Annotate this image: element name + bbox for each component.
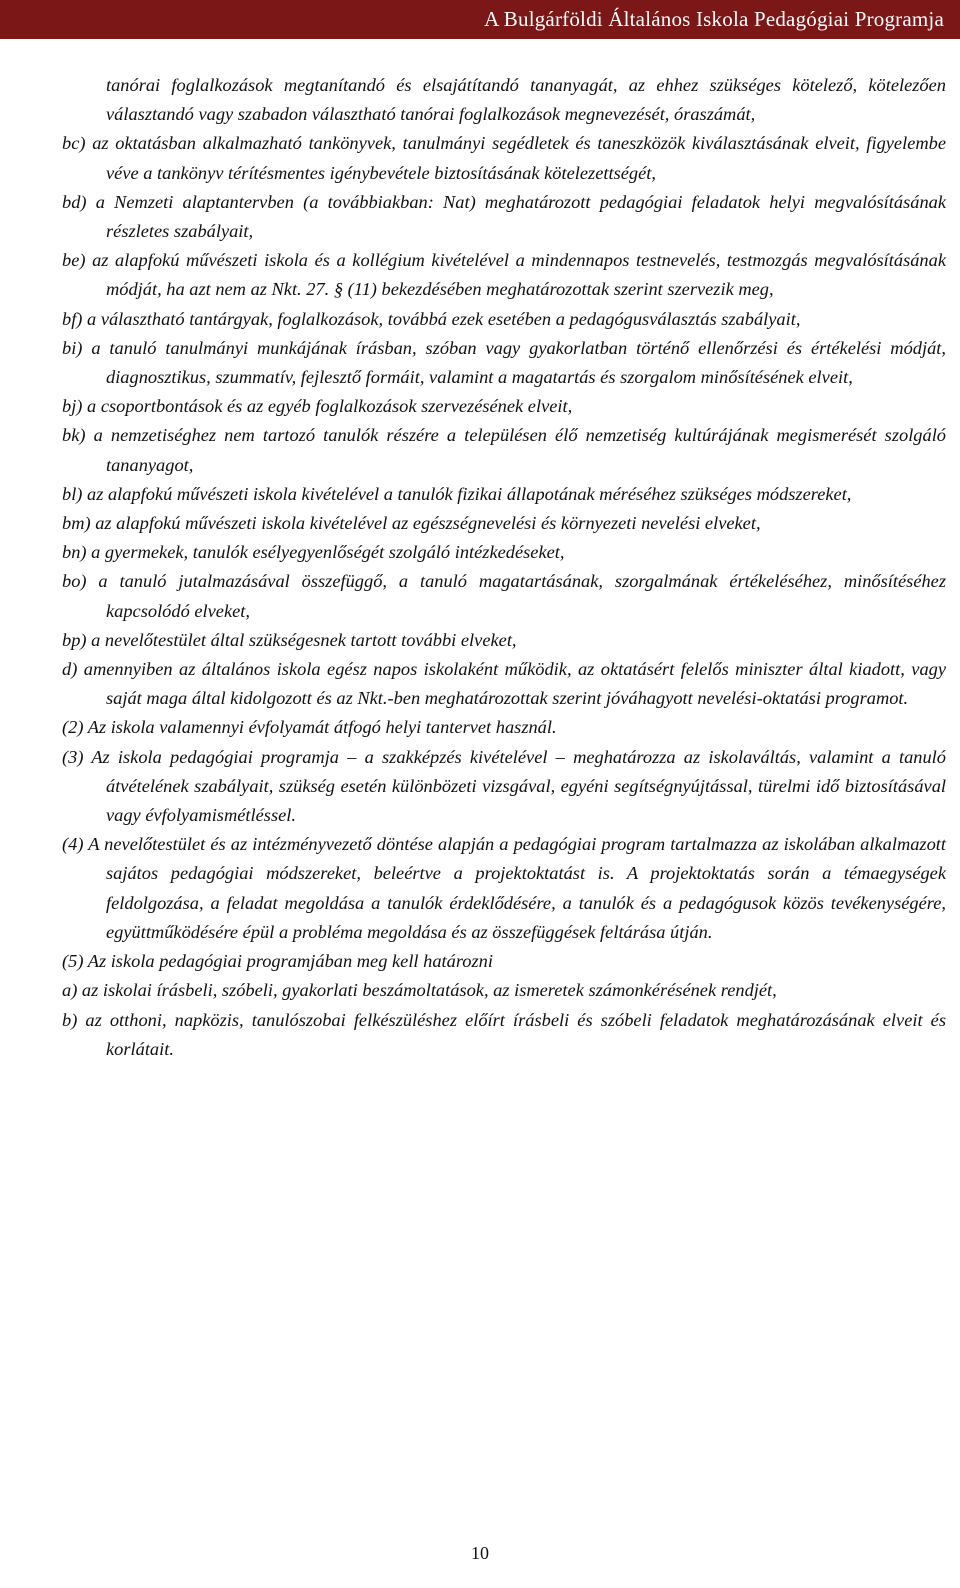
list-item-bp: bp) a nevelőtestület által szükségesnek tartott további elveket, xyxy=(62,629,517,650)
list-item-bl: bl) az alapfokú művészeti iskola kivételével a tanulók fizikai állapotának méréséhez szükséges módszereket, xyxy=(62,483,852,504)
list-item-bd: bd) a Nemzeti alaptantervben (a továbbiakban: Nat) meghatározott pedagógiai feladatok helyi megvalósításának részletes szabályait, xyxy=(62,191,946,242)
list-item-d: d) amennyiben az általános iskola egész napos iskolaként működik, az oktatásért felelős miniszter által kiadott, vagy saját maga által kidolgozott és az Nkt.-ben meghatározottak szerint jóváhagyott nevelési-oktatási programot. xyxy=(62,659,946,709)
list-item-a: a) az iskolai írásbeli, szóbeli, gyakorlati beszámoltatások, az ismeretek számonkérésének rendjét, xyxy=(62,980,777,1001)
page-body xyxy=(62,71,946,1064)
list-item-bf: bf) a választható tantárgyak, foglalkozások, továbbá ezek esetében a pedagógusválasztás szabályait, xyxy=(62,308,801,329)
list-item-bi: bi) a tanuló tanulmányi munkájának írásban, szóban vagy gyakorlatban történő ellenőrzési és értékelési módját, diagnosztikus, szummatív, fejlesztő formáit, valamint a magatartás és szorgalom minősítésének elveit, xyxy=(62,337,946,388)
list-item-bo: bo) a tanuló jutalmazásával összefüggő, a tanuló magatartásának, szorgalmának értékeléséhez, minősítéséhez kapcsolódó elveket, xyxy=(62,571,946,621)
document-title: A Bulgárföldi Általános Iskola Pedagógiai Programja xyxy=(484,7,944,31)
section-5: (5) Az iskola pedagógiai programjában meg kell határozni xyxy=(62,951,493,972)
list-item-be: be) az alapfokú művészeti iskola és a kollégium kivételével a mindennapos testnevelés, testmozgás megvalósításának módját, ha azt nem az Nkt. 27. § (11) bekezdésében meghatározottak szerint szervezik meg, xyxy=(62,250,946,300)
page-number: 10 xyxy=(471,1543,489,1563)
list-item-b: b) az otthoni, napközis, tanulószobai felkészüléshez előírt írásbeli és szóbeli feladatok meghatározásának elveit és korlátait. xyxy=(62,1009,946,1059)
list-item-bn: bn) a gyermekek, tanulók esélyegyenlőségét szolgáló intézkedéseket, xyxy=(62,542,565,563)
section-2: (2) Az iskola valamennyi évfolyamát átfogó helyi tantervet használ. xyxy=(62,717,557,738)
list-item-bc: bc) az oktatásban alkalmazható tankönyvek, tanulmányi segédletek és taneszközök kiválasztásának elveit, figyelembe véve a tankönyv térítésmentes igénybevétele biztosításának kötelezettségét, xyxy=(62,133,946,183)
section-3: (3) Az iskola pedagógiai programja – a szakképzés kivételével – meghatározza az iskolaváltás, valamint a tanuló átvételének szabályait, szükség esetén különbözeti vizsgával, egyéni segítségnyújtással, türelmi idő biztosításával vagy évfolyamismétléssel. xyxy=(62,746,946,826)
list-item-bj: bj) a csoportbontások és az egyéb foglalkozások szervezésének elveit, xyxy=(62,396,573,417)
list-item-bk: bk) a nemzetiséghez nem tartozó tanulók részére a településen élő nemzetiség kultúrájának megismerését szolgáló tananyagot, xyxy=(62,425,946,475)
page-header-bar xyxy=(0,0,960,39)
list-item-bm: bm) az alapfokú művészeti iskola kivételével az egészségnevelési és környezeti nevelési elveket, xyxy=(62,513,761,534)
paragraph-continuation: tanórai foglalkozások megtanítandó és elsajátítandó tananyagát, az ehhez szükséges kötelező, kötelezően választandó vagy szabadon választható tanórai foglalkozások megnevezését, óraszámát, xyxy=(106,75,946,125)
section-4: (4) A nevelőtestület és az intézményvezető döntése alapján a pedagógiai program tartalmazza az iskolában alkalmazott sajátos pedagógiai módszereket, beleértve a projektoktatást is. A projektoktatás során a témaegységek feldolgozása, a feladat megoldása a tanulók érdeklődésére, a tanulók és a pedagógusok közös tevékenységére, együttműködésére épül a probléma megoldása és az összefüggések feltárása útján. xyxy=(62,834,946,942)
